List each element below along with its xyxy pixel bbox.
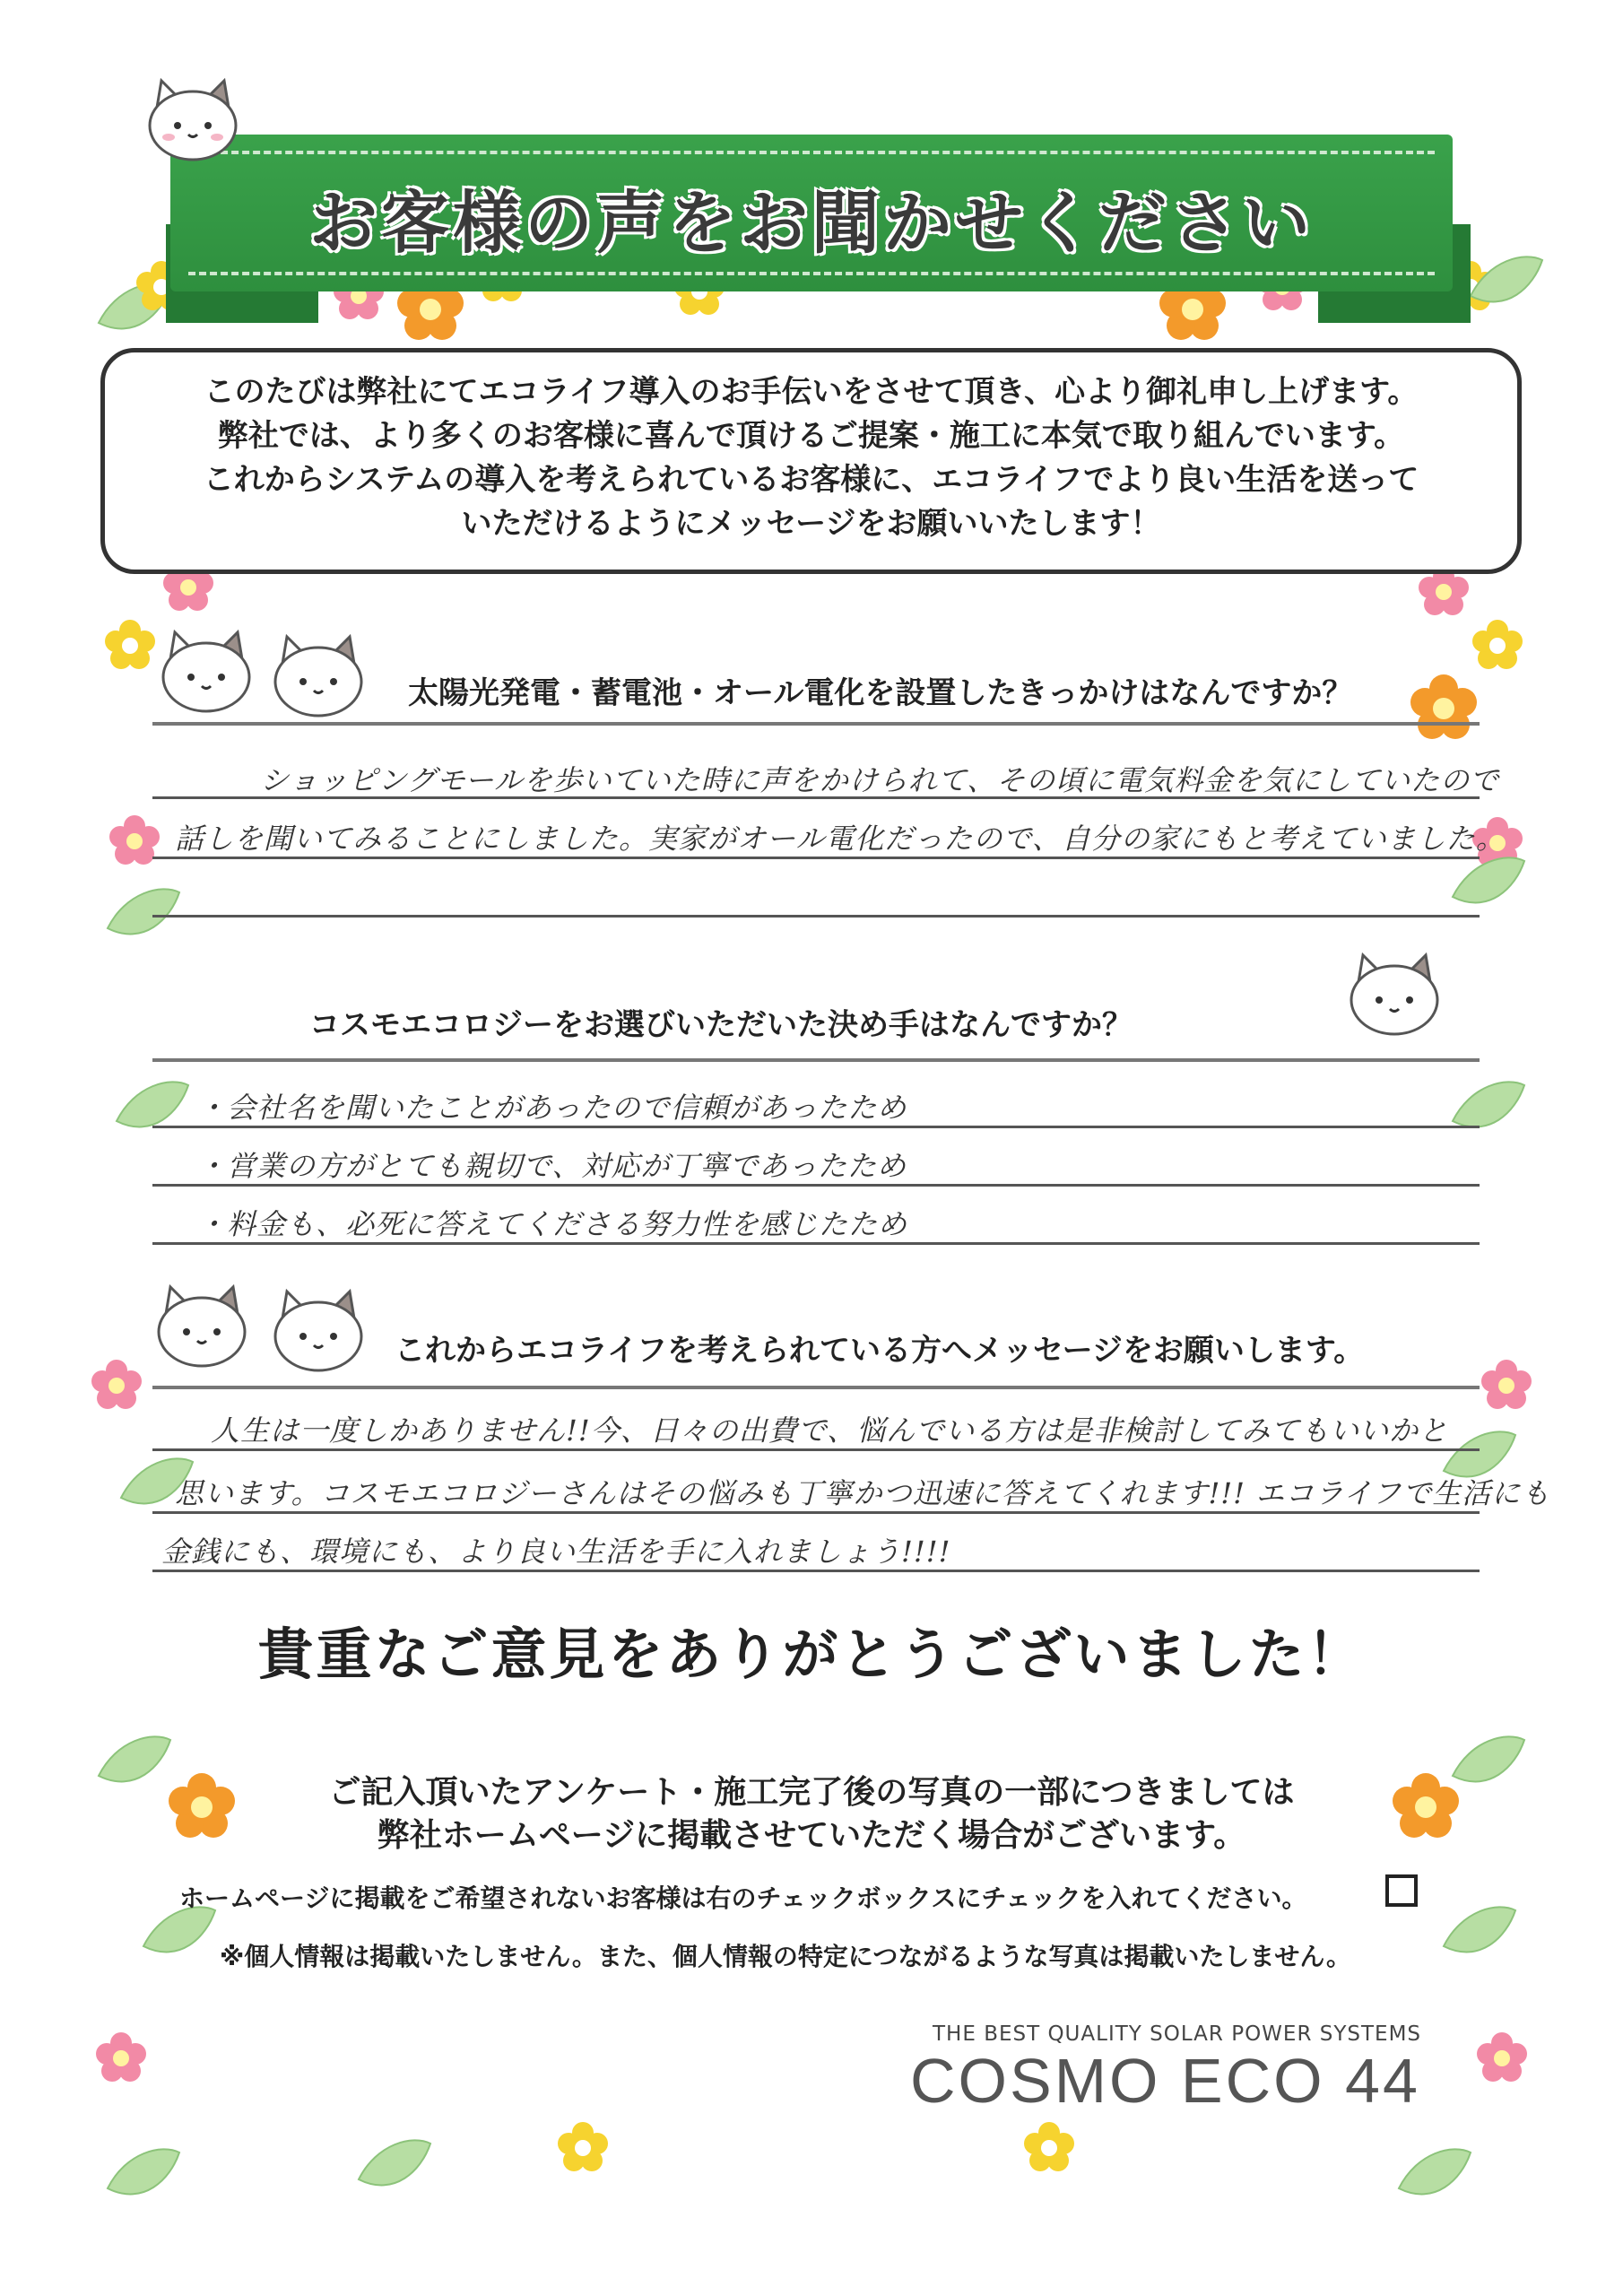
notice-line-1: ご記入頂いたアンケート・施工完了後の写真の一部につきましては (328, 1774, 1295, 1811)
answer-2-line-2: ・営業の方がとても親切で、対応が丁寧であったため (197, 1149, 907, 1183)
answer-3-line-2: 思います。コスモエコロジーさんはその悩みも丁寧かつ迅速に答えてくれます!!! エコライフで生活にも (175, 1476, 1551, 1510)
flower-icon (1410, 674, 1477, 739)
question-2: コスモエコロジーをお選びいただいた決め手はなんですか？ (309, 1007, 1133, 1043)
flower-icon (1481, 1360, 1532, 1409)
flower-icon (558, 2122, 608, 2171)
title-banner (170, 135, 1453, 291)
answer-line (152, 915, 1480, 918)
answer-line (152, 857, 1480, 859)
leaf-icon (1453, 1082, 1524, 1126)
flower-icon (1024, 2122, 1074, 2171)
checkbox-label: ホームページに掲載をご希望されないお客様は右のチェックボックスにチェックを入れてください。 (179, 1883, 1307, 1913)
answer-line (152, 1184, 1480, 1187)
answer-1-line-2: 話しを聞いてみることにしました。実家がオール電化だったので、自分の家にもと考えていました。 (175, 822, 1506, 856)
brand-tagline: THE BEST QUALITY SOLAR POWER SYSTEMS (933, 2022, 1422, 2046)
cat-mascot-icon (1345, 951, 1444, 1036)
brand-logo: COSMO ECO 44 (910, 2046, 1420, 2116)
answer-3-line-1: 人生は一度しかありません!!今、日々の出費で、悩んでいる方は是非検討してみてもいいかと (211, 1413, 1449, 1448)
answer-line (152, 796, 1480, 799)
leaf-icon (1453, 857, 1524, 902)
flower-icon (91, 1360, 142, 1409)
leaf-icon (1444, 1431, 1515, 1476)
leaf-icon (1399, 2149, 1471, 2194)
question-1: 太陽光発電・蓄電池・オール電化を設置したきっかけはなんですか？ (408, 675, 1353, 711)
thanks-heading: 貴重なご意見をありがとうございました！ (257, 1622, 1366, 1687)
intro-line: このたびは弊社にてエコライフ導入のお手伝いをさせて頂き、心より御礼申し上げます。 (204, 374, 1419, 410)
cat-mascot-icon (143, 76, 242, 161)
answer-line (152, 1570, 1480, 1572)
question-3: これからエコライフを考えられている方へメッセージをお願いします。 (395, 1333, 1365, 1369)
answer-line (152, 1448, 1480, 1451)
answer-1-line-1: ショッピングモールを歩いていた時に声をかけられて、その頃に電気料金を気にしていたので (260, 763, 1500, 797)
cat-mascot-icon (269, 632, 368, 718)
answer-line (152, 1511, 1480, 1514)
question-underline (152, 1386, 1480, 1389)
flower-icon (96, 2032, 146, 2082)
intro-box (100, 348, 1522, 574)
flower-icon (1472, 620, 1523, 669)
leaf-icon (117, 1082, 188, 1126)
intro-line: いただけるようにメッセージをお願いいたします！ (461, 506, 1161, 542)
cat-mascot-icon (269, 1287, 368, 1372)
flower-icon (105, 620, 155, 669)
cat-mascot-icon (152, 1283, 251, 1368)
leaf-icon (108, 889, 179, 934)
cat-mascot-icon (157, 628, 256, 713)
answer-3-line-3: 金銭にも、環境にも、より良い生活を手に入れましょう!!!! (161, 1535, 951, 1569)
answer-2-line-3: ・料金も、必死に答えてくださる努力性を感じたため (197, 1207, 908, 1241)
leaf-icon (1471, 257, 1542, 301)
leaf-icon (359, 2140, 430, 2185)
question-underline (152, 1058, 1480, 1062)
publish-optout-checkbox[interactable] (1385, 1874, 1418, 1907)
notice-line-2: 弊社ホームページに掲載させていただく場合がございます。 (377, 1817, 1246, 1854)
leaf-icon (108, 2149, 179, 2194)
leaf-icon (1444, 1907, 1515, 1952)
flower-icon (1477, 2032, 1527, 2082)
intro-line: これからシステムの導入を考えられているお客様に、エコライフでより良い生活を送って (203, 462, 1419, 498)
answer-line (152, 1242, 1480, 1245)
intro-line: 弊社では、より多くのお客様に喜んで頂けるご提案・施工に本気で取り組んでいます。 (217, 418, 1405, 454)
question-underline (152, 722, 1480, 726)
page-title: お客様の声をお聞かせください (309, 183, 1314, 263)
answer-2-line-1: ・会社名を聞いたことがあったので信頼があったため (197, 1091, 907, 1125)
privacy-note: ※個人情報は掲載いたしません。また、個人情報の特定につながるような写真は掲載いたしません。 (220, 1942, 1352, 1971)
answer-line (152, 1126, 1480, 1128)
